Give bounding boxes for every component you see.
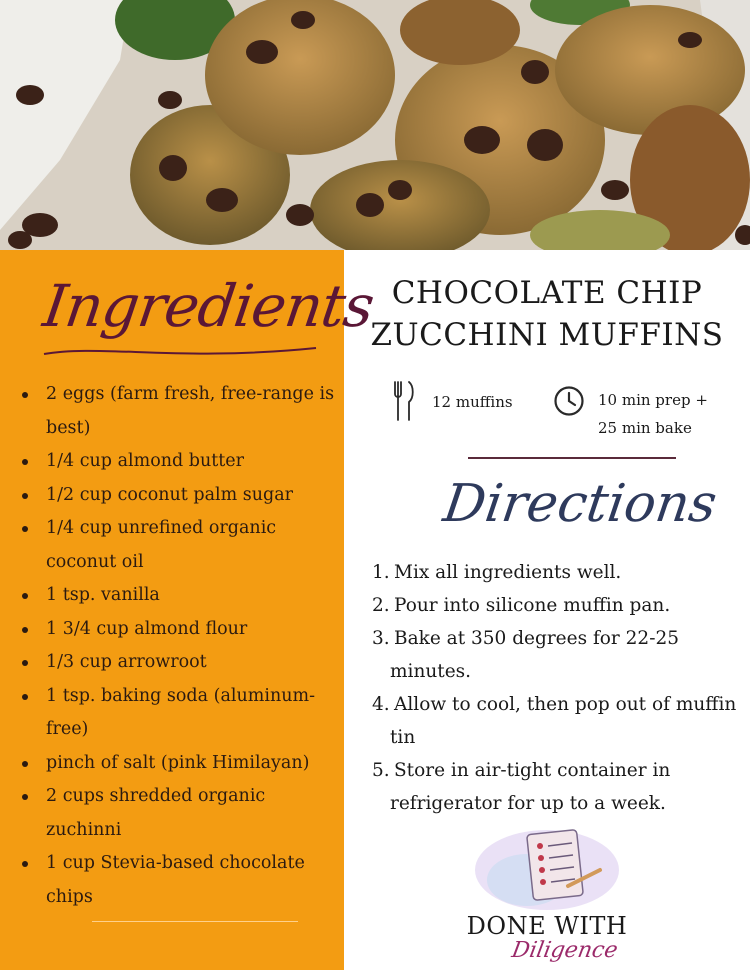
heading-flourish xyxy=(40,342,320,362)
divider xyxy=(468,457,676,459)
brand-script: Diligence xyxy=(509,938,620,963)
ingredient-item: 1/4 cup unrefined organic coconut oil xyxy=(20,512,335,579)
direction-step: 2. Pour into silicone muffin pan. xyxy=(372,595,671,616)
time-line-2: 25 min bake xyxy=(598,419,692,437)
yield-text: 12 muffins xyxy=(432,393,513,411)
brand-name: DONE WITH xyxy=(466,912,628,940)
recipe-panel xyxy=(344,250,750,970)
ingredient-item: 1 3/4 cup almond flour xyxy=(20,613,335,647)
time-text xyxy=(598,386,708,442)
ingredient-item: 1/3 cup arrowroot xyxy=(20,646,335,680)
ingredient-item: 2 cups shredded organic zuchinni xyxy=(20,780,335,847)
direction-step: 3. Bake at 350 degrees for 22-25 minutes. xyxy=(372,628,679,682)
direction-step: 5. Store in air-tight container in refrigerator for up to a week. xyxy=(372,760,671,814)
directions-list xyxy=(372,556,742,820)
recipe-title-line-2: ZUCCHINI MUFFINS xyxy=(370,317,724,353)
recipe-title xyxy=(344,272,750,356)
ingredient-item: 1 tsp. baking soda (aluminum-free) xyxy=(20,680,335,747)
recipe-title-line-1: CHOCOLATE CHIP xyxy=(391,275,703,311)
ingredient-item: 1 tsp. vanilla xyxy=(20,579,335,613)
ingredient-item: 1 cup Stevia-based chocolate chips xyxy=(20,847,335,914)
ingredients-heading: Ingredients xyxy=(39,272,378,340)
ingredients-list xyxy=(20,378,335,914)
ingredient-item: 1/2 cup coconut palm sugar xyxy=(20,479,335,513)
divider xyxy=(92,921,298,922)
ingredients-panel xyxy=(0,250,378,970)
ingredient-item: 1/4 cup almond butter xyxy=(20,445,335,479)
ingredient-item: pinch of salt (pink Himilayan) xyxy=(20,747,335,781)
direction-step: 1. Mix all ingredients well. xyxy=(372,562,622,583)
clock-icon xyxy=(553,385,585,417)
directions-heading: Directions xyxy=(439,474,721,534)
brand-logo-icon xyxy=(472,820,622,912)
direction-step: 4. Allow to cool, then pop out of muffin tin xyxy=(372,694,737,748)
time-line-1: 10 min prep + xyxy=(598,391,708,409)
ingredient-item: 2 eggs (farm fresh, free-range is best) xyxy=(20,378,335,445)
hero-photo xyxy=(0,0,750,250)
fork-knife-icon xyxy=(392,380,416,424)
muffins-illustration xyxy=(0,0,750,250)
